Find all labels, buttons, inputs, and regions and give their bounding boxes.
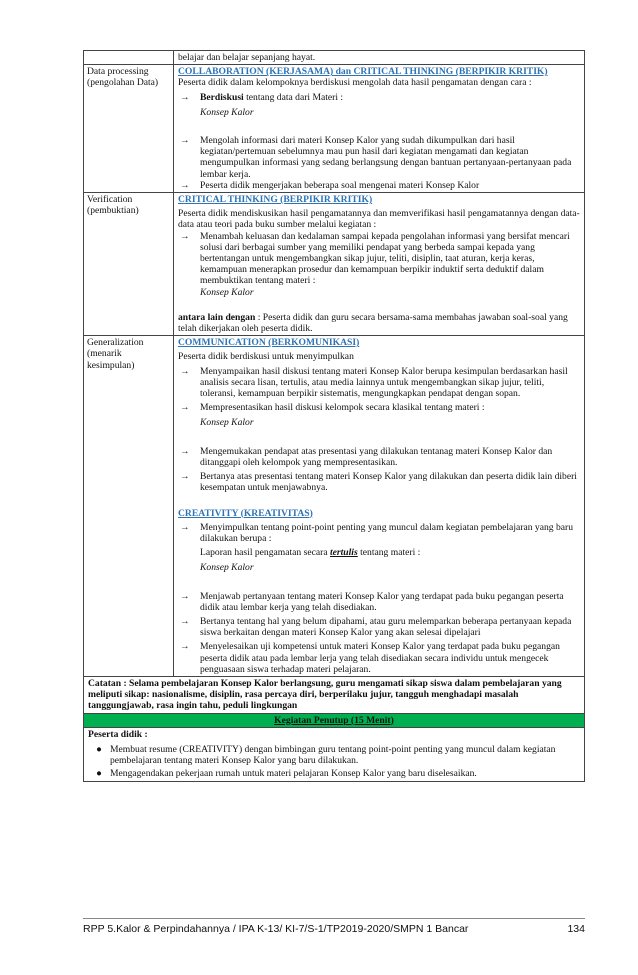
row0-text: belajar dan belajar sepanjang hayat. (178, 52, 316, 63)
arrow-icon: → (180, 365, 190, 377)
list-item: → Mengemukakan pendapat atas presentasi yang dilakukan tentanag materi Konsep Kalor dan ditanggapi oleh kelompok yang mempresentasikan. (180, 445, 553, 468)
list-item: → Peserta didik mengerjakan beberapa soal mengenai materi Konsep Kalor (180, 179, 480, 191)
creativity-heading: CREATIVITY (KREATIVITAS) (178, 507, 313, 519)
topic-text: Konsep Kalor (200, 286, 254, 298)
intro-text: Peserta didik berdiskusi untuk menyimpulkan (178, 351, 354, 363)
intro-text: Peserta didik dalam kelompoknya berdiskusi mengolah data hasil pengamatan dengan cara : (178, 77, 532, 89)
page-footer (83, 918, 585, 935)
arrow-icon: → (180, 615, 190, 627)
list-item: → Menyampaikan hasil diskusi tentang materi Konsep Kalor berupa kesimpulan berdasarkan hasil analisis secara lisan, tertulis, atau media lainnya untuk mengembangkan sikap jujur, teliti, toleransi, kemampuan berpikir sistematis, mengungkapkan pendapat dengan sopan. (180, 365, 568, 400)
arrow-icon: → (180, 179, 190, 191)
topic-text: Konsep Kalor (200, 106, 254, 118)
list-item: → Menjawab pertanyaan tentang materi Konsep Kalor yang terdapat pada buku pegangan peserta didik atau lembar kerja yang telah disediakan. (180, 590, 564, 613)
list-item: → Berdiskusi tentang data dari Materi : (180, 91, 344, 103)
arrow-icon: → (180, 230, 190, 242)
list-item: ● Mengagendakan pekerjaan rumah untuk materi pelajaran Konsep Kalor yang baru diselesaikan. (88, 768, 580, 779)
critical-thinking-heading: CRITICAL THINKING (BERPIKIR KRITIK) (178, 194, 373, 206)
bullet-icon: ● (96, 768, 102, 780)
table-row (84, 713, 585, 727)
table-row (84, 727, 585, 781)
stage-label: Generalization (menarik kesimpulan) (84, 336, 174, 677)
closing-text: antara lain dengan : Peserta didik dan guru secara bersama-sama membahas jawaban soal-soal yang telah dikerjakan oleh peserta didik. (178, 311, 568, 335)
footer-title: RPP 5.Kalor & Perpindahannya / IPA K-13/ KI-7/S-1/TP2019-2020/SMPN 1 Bancar (83, 923, 469, 935)
table-row (84, 676, 585, 713)
list-item: → Bertanya atas presentasi tentang materi Konsep Kalor yang dilakukan dan peserta didik lain diberi kesempatan untuk menjawabnya. (180, 471, 577, 494)
catatan-note: Catatan : Selama pembelajaran Konsep Kalor berlangsung, guru mengamati sikap siswa dalam pembelajaran yang meliputi sikap: nasionalisme, disiplin, rasa percaya diri, berperilaku jujur, tangguh menghadapi masalah tanggungjawab, rasa ingin tahu, peduli lingkungan (84, 676, 585, 713)
arrow-icon: → (180, 91, 190, 103)
stage-label: Verification (pembuktian) (84, 193, 174, 336)
arrow-icon: → (180, 521, 190, 533)
activity-table (83, 50, 585, 782)
intro-text: Peserta didik mendiskusikan hasil pengamatannya dan memverifikasi hasil pengamatannya dengan data-data atau teori pada buku sumber melalui kegiatan : (178, 208, 580, 231)
collaboration-heading: COLLABORATION (KERJASAMA) dan CRITICAL THINKING (BERPIKIR KRITIK) (178, 66, 548, 78)
table-row (84, 336, 585, 677)
list-item: → Mempresentasikan hasil diskusi kelompok secara klasikal tentang materi : (180, 402, 485, 414)
arrow-icon: → (180, 402, 190, 414)
closing-activity-title: Kegiatan Penutup (15 Menit) (84, 713, 585, 727)
list-item: → Menyimpulkan tentang point-point penting yang muncul dalam kegiatan pembelajaran yang baru dilakukan berupa : (180, 521, 573, 544)
students-label: Peserta didik : (88, 728, 148, 740)
list-item: → Mengolah informasi dari materi Konsep Kalor yang sudah dikumpulkan dari hasil kegiatan/pertemuan sebelumnya mau pun hasil dari kegiatan mengamati dan kegiatan mengumpulkan informasi yang sedang berlangsung dengan bantuan pertanyaan-pertanyaan pada lembar kerja. (180, 135, 572, 180)
arrow-icon: → (180, 445, 190, 457)
table-row (84, 65, 585, 193)
stage-label: Data processing (pengolahan Data) (84, 65, 174, 193)
table-row (84, 51, 585, 65)
list-item: → Menambah keluasan dan kedalaman sampai kepada pengolahan informasi yang bersifat mencari solusi dari berbagai sumber yang memiliki pendapat yang berbeda sampai kepada yang bertentangan untuk mengembangkan sikap jujur, teliti, disiplin, taat aturan, kerja keras, kemampuan menerapkan prosedur dan kemampuan berpikir induktif serta deduktif dalam membuktikan tentang materi : (180, 230, 570, 287)
list-item: ● Membuat resume (CREATIVITY) dengan bimbingan guru tentang point-point penting yang muncul dalam kegiatan pembelajaran tentang materi Konsep Kalor yang baru dilakukan. (88, 744, 580, 766)
lesson-plan-table-area (83, 50, 585, 782)
bullet-icon: ● (96, 743, 102, 755)
topic-text: Konsep Kalor (200, 562, 254, 574)
arrow-icon: → (180, 641, 190, 653)
report-line: Laporan hasil pengamatan secara tertulis tentang materi : (200, 547, 421, 559)
page-number: 134 (567, 923, 585, 935)
communication-heading: COMMUNICATION (BERKOMUNIKASI) (178, 337, 360, 349)
arrow-icon: → (180, 590, 190, 602)
list-item: → Menyelesaikan uji kompetensi untuk materi Konsep Kalor yang terdapat pada buku pegangan peserta didik atau pada lembar lerja yang telah disediakan secara individu untuk mengecek penguasaan siswa terhadap materi pelajaran. (180, 641, 560, 675)
topic-text: Konsep Kalor (200, 417, 254, 429)
table-row (84, 193, 585, 336)
arrow-icon: → (180, 471, 190, 483)
arrow-icon: → (180, 135, 190, 147)
list-item: → Bertanya tentang hal yang belum dipahami, atau guru melemparkan beberapa pertanyaan kepada siswa berkaitan dengan materi Konsep Kalor yang akan selesai dipelajari (180, 615, 572, 639)
